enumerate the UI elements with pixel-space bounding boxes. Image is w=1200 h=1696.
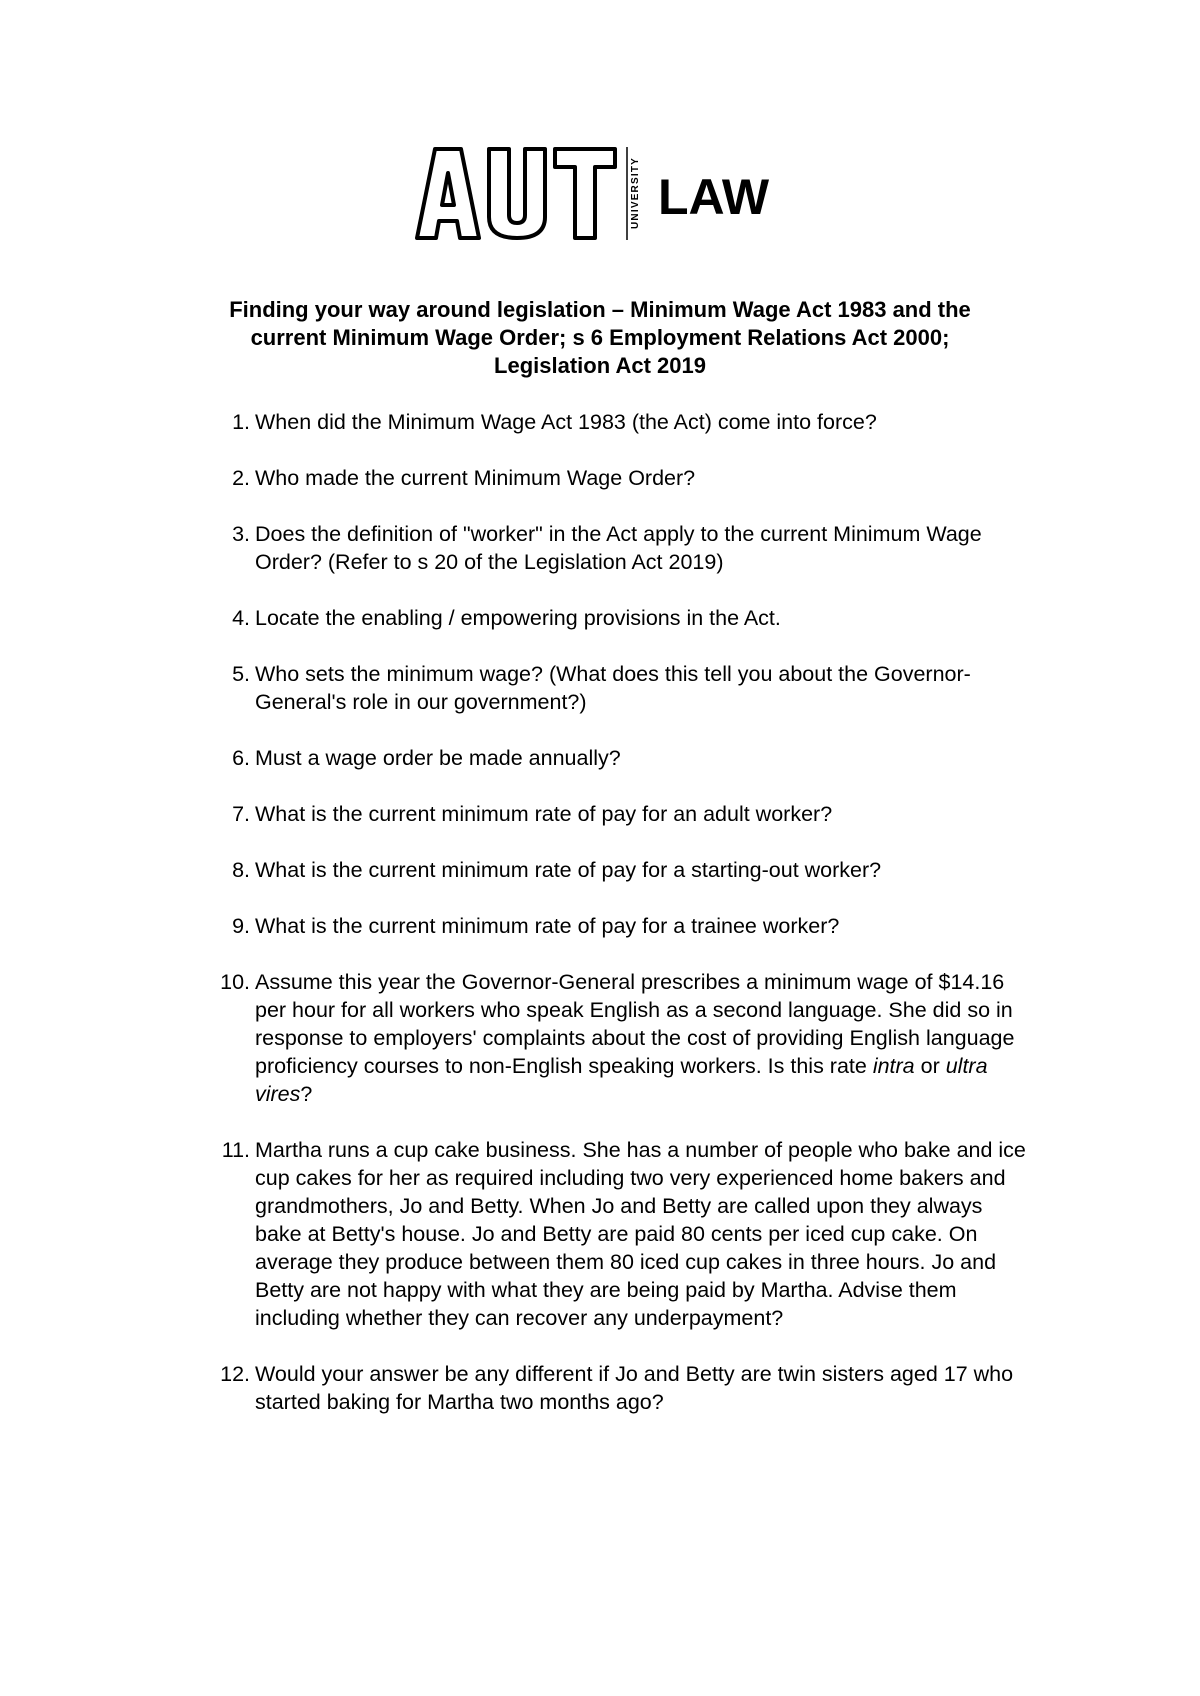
question-number: 9. [232,914,250,938]
page-title [180,296,1020,380]
question-item-7 [210,800,1030,828]
question-number: 6. [232,746,250,770]
title-line-3: Legislation Act 2019 [494,353,706,378]
question-item-6 [210,744,1030,772]
question-text: What is the current minimum rate of pay for an adult worker? [255,802,833,826]
aut-logo-graphic [413,143,803,243]
question-number: 8. [232,858,250,882]
aut-law-logo [413,143,803,243]
title-line-1: Finding your way around legislation – Minimum Wage Act 1983 and the [229,297,971,322]
question-text: Would your answer be any different if Jo and Betty are twin sisters aged 17 who started baking for Martha two months ago? [255,1362,1014,1414]
question-item-8 [210,856,1030,884]
logo-university-text: UNIVERSITY [630,156,641,230]
question-item-1 [210,408,1030,436]
question-item-2 [210,464,1030,492]
question-number: 3. [232,522,250,546]
question-list [210,408,1030,1444]
question-text: Martha runs a cup cake business. She has a number of people who bake and ice cup cakes for her as required including two very experienced home bakers and grandmothers, Jo and Betty. When Jo and Betty are called upon they always bake at Betty's house. Jo and Betty are paid 80 cents per iced cup cake. On average they produce between them 80 iced cup cakes in three hours. Jo and Betty are not happy with what they are being paid by Martha. Advise them including whether they can recover any underpayment? [255,1138,1026,1330]
logo-law-text: LAW [658,169,770,225]
title-line-2: current Minimum Wage Order; s 6 Employment Relations Act 2000; [250,325,950,350]
question-number: 11. [221,1138,250,1162]
question-item-10 [210,968,1030,1108]
question-text: Does the definition of "worker" in the Act apply to the current Minimum Wage Order? (Refer to s 20 of the Legislation Act 2019) [255,522,982,574]
question-text-part: Assume this year the Governor-General prescribes a minimum wage of $14.16 per hour for all workers who speak English as a second language. She did so in response to employers' complaints about the cost of providing English language proficiency courses to non-English speaking workers. Is this rate [255,970,1015,1078]
question-item-12 [210,1360,1030,1416]
question-number: 1. [232,410,250,434]
question-text: Locate the enabling / empowering provisions in the Act. [255,606,781,630]
question-italic-term: ultra vires [255,1054,988,1106]
question-item-3 [210,520,1030,576]
question-item-4 [210,604,1030,632]
question-text [255,968,1030,1108]
question-item-9 [210,912,1030,940]
question-number: 7. [232,802,250,826]
question-text: When did the Minimum Wage Act 1983 (the Act) come into force? [255,410,877,434]
question-number: 12. [220,1362,250,1386]
question-text: What is the current minimum rate of pay for a starting-out worker? [255,858,882,882]
question-text-part: or [914,1054,946,1078]
question-text: What is the current minimum rate of pay for a trainee worker? [255,914,840,938]
question-number: 4. [232,606,250,630]
question-text-part: ? [300,1082,313,1106]
question-text: Must a wage order be made annually? [255,746,621,770]
question-italic-term: intra [872,1054,915,1078]
question-item-5 [210,660,1030,716]
question-number: 2. [232,466,250,490]
question-item-11 [210,1136,1030,1332]
question-number: 10. [220,970,250,994]
question-number: 5. [232,662,250,686]
question-text: Who sets the minimum wage? (What does this tell you about the Governor-General's role in our government?) [255,662,971,714]
question-text: Who made the current Minimum Wage Order? [255,466,696,490]
